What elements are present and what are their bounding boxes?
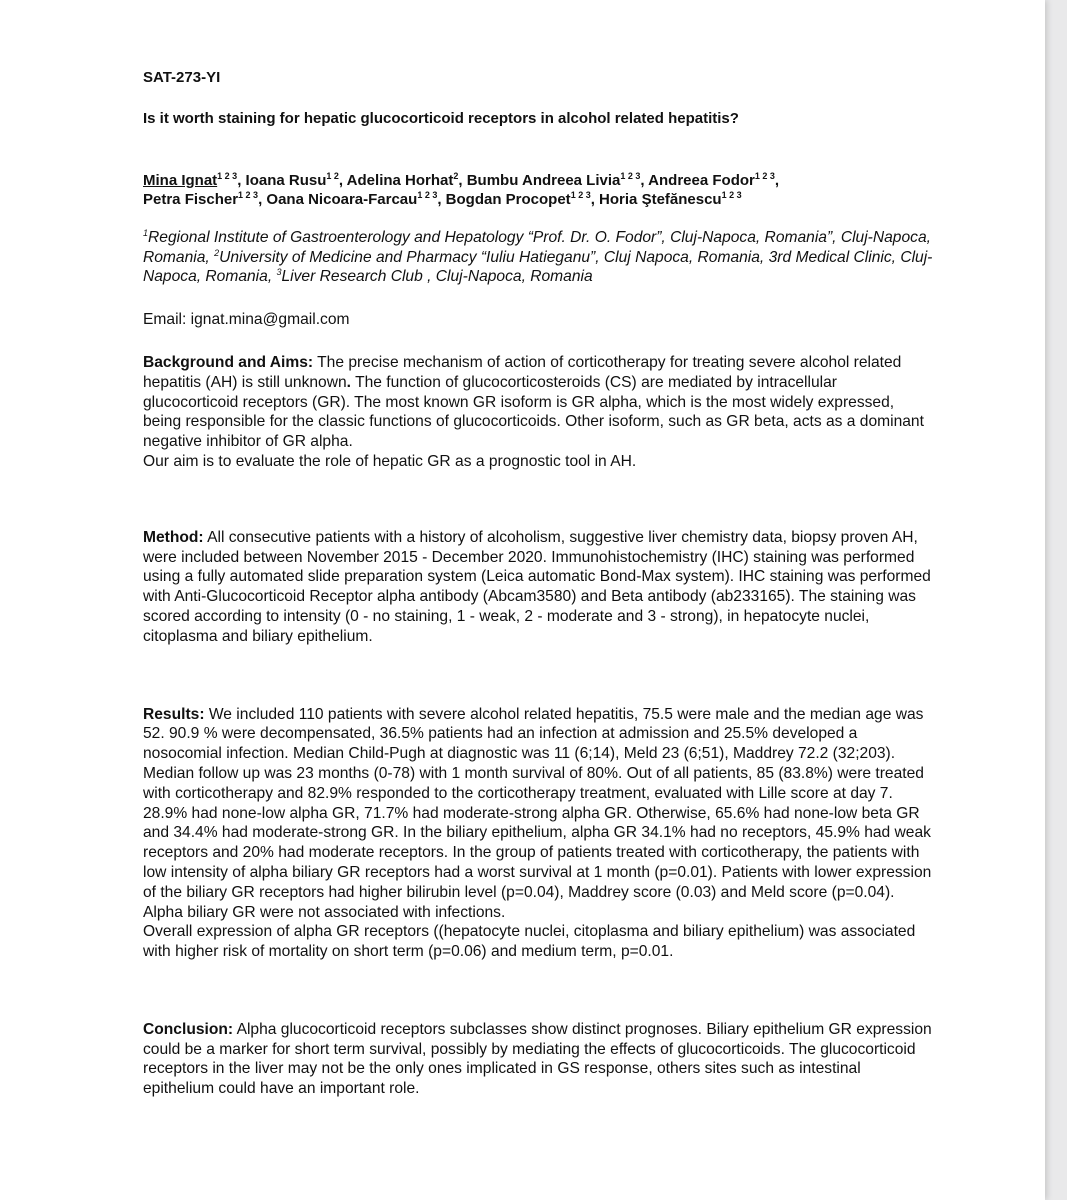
results-text: We included 110 patients with severe alcohol related hepatitis, 75.5 were male and the median age was 52. 90.9 % were decompensated, 36.5% patients had an infection at admission and 25.5% developed a nosocomial infection. Median Child-Pugh at diagnostic was 11 (6;14), Meld 23 (6;51), Maddrey 72.2 (32;203). Median follow up was 23 months (0-78) with 1 month survival of 80%. Out of all patients, 85 (83.8%) were treated with corticotherapy and 82.9% responded to the corticotherapy treatment, evaluated with Lille score at day 7. 28.9% had none-low alpha GR, 71.7% had moderate-strong alpha GR. Otherwise, 65.6% had none-low beta GR and 34.4% had moderate-strong GR. In the biliary epithelium, alpha GR 34.1% had no receptors, 45.9% had weak receptors and 20% had moderate receptors. In the group of patients treated with corticotherapy, the patients with low intensity of alpha biliary GR receptors had a worst survival at 1 month (p=0.01). Patients with lower expression of the biliary GR receptors had higher bilirubin level (p=0.04), Maddrey score (0.03) and Meld score (p=0.04). Alpha biliary GR were not associated with infections. [143,705,932,921]
author-separator: , [774,171,780,189]
affiliation-text: Liver Research Club , Cluj-Napoca, Romania [281,268,593,286]
abstract-code: SAT-273-YI [143,69,221,86]
conclusion-heading: Conclusion: [143,1020,234,1038]
background-heading: Background and Aims: [143,353,314,371]
author-affiliation-sup: 1 2 3 [238,190,259,201]
background-section [143,353,933,472]
conclusion-section [143,1020,933,1099]
author-name: , Adelina Horhat [338,171,454,189]
affiliation-text: University of Medicine and Pharmacy “Iuliu Hatieganu”, Cluj Napoca, Romania, 3rd Medical Clinic, Cluj-Napoca, Romania, [143,248,933,286]
author-affiliation-sup: 1 2 3 [754,170,775,181]
background-aim: Our aim is to evaluate the role of hepatic GR as a prognostic tool in AH. [143,452,637,470]
author-name: , Bogdan Procopet [437,191,571,209]
conclusion-text: Alpha glucocorticoid receptors subclasses show distinct prognoses. Biliary epithelium GR expression could be a marker for short term survival, possibly by mediating the effects of glucocorticoids. The glucocorticoid receptors in the liver may not be the only ones implicated in GS response, others sites such as intestinal epithelium could have an important role. [143,1020,932,1098]
method-text: All consecutive patients with a history of alcoholism, suggestive liver chemistry data, biopsy proven AH, were included between November 2015 - December 2020. Immunohistochemistry (IHC) staining was performed using a fully automated slide preparation system (Leica automatic Bond-Max system). IHC staining was performed with Anti-Glucocorticoid Receptor alpha antibody (Abcam3580) and Beta antibody (ab233165). The staining was scored according to intensity (0 - no staining, 1 - weak, 2 - moderate and 3 - strong), in hepatocyte nuclei, citoplasma and biliary epithelium. [143,528,931,645]
results-overall: Overall expression of alpha GR receptors ((hepatocyte nuclei, citoplasma and biliary epithelium) was associated with higher risk of mortality on short term (p=0.06) and medium term, p=0.01. [143,923,916,961]
author-name: , Horia Ştefănescu [590,191,722,209]
method-section [143,528,933,647]
results-section [143,705,933,962]
author-affiliation-sup: 1 2 3 [620,170,641,181]
background-bold-period: . [346,373,352,391]
presenter-affiliation-sup: 1 2 3 [217,170,238,181]
background-text: The function of glucocorticosteroids (CS) are mediated by intracellular glucocorticoid receptors (GR). The most known GR isoform is GR alpha, which is the most widely expressed, being responsible for the classic functions of glucocorticoids. Other isoform, such as GR beta, acts as a dominant negative inhibitor of GR alpha. [143,373,924,451]
author-name: , Bumbu Andreea Livia [458,171,621,189]
author-name: Petra Fischer [143,191,239,209]
affiliation-sup: 1 [143,227,149,238]
author-name: , Ioana Rusu [237,171,327,189]
results-heading: Results: [143,705,205,723]
abstract-title: Is it worth staining for hepatic glucocorticoid receptors in alcohol related hepatitis? [143,109,739,127]
affiliation-text: Regional Institute of Gastroenterology and Hepatology “Prof. Dr. O. Fodor”, Cluj-Napoca, Romania”, Cluj-Napoca, Romania, [143,228,931,266]
author-name: , Andreea Fodor [640,171,755,189]
affiliation-sup: 2 [214,247,220,258]
presenting-author: Mina Ignat [143,171,218,189]
abstract-content [143,68,933,1099]
author-affiliation-sup: 1 2 3 [721,190,742,201]
author-affiliation-sup: 2 [453,170,459,181]
contact-email: Email: ignat.mina@gmail.com [143,311,350,329]
affiliations [143,228,933,287]
background-text: The precise mechanism of action of corticotherapy for treating severe alcohol related hepatitis (AH) is still unknown [143,353,902,391]
affiliation-sup: 3 [276,267,282,278]
author-list [143,171,933,210]
author-affiliation-sup: 1 2 3 [417,190,438,201]
method-heading: Method: [143,528,204,546]
author-affiliation-sup: 1 2 [326,170,339,181]
author-affiliation-sup: 1 2 3 [570,190,591,201]
author-name: , Oana Nicoara-Farcau [258,191,418,209]
